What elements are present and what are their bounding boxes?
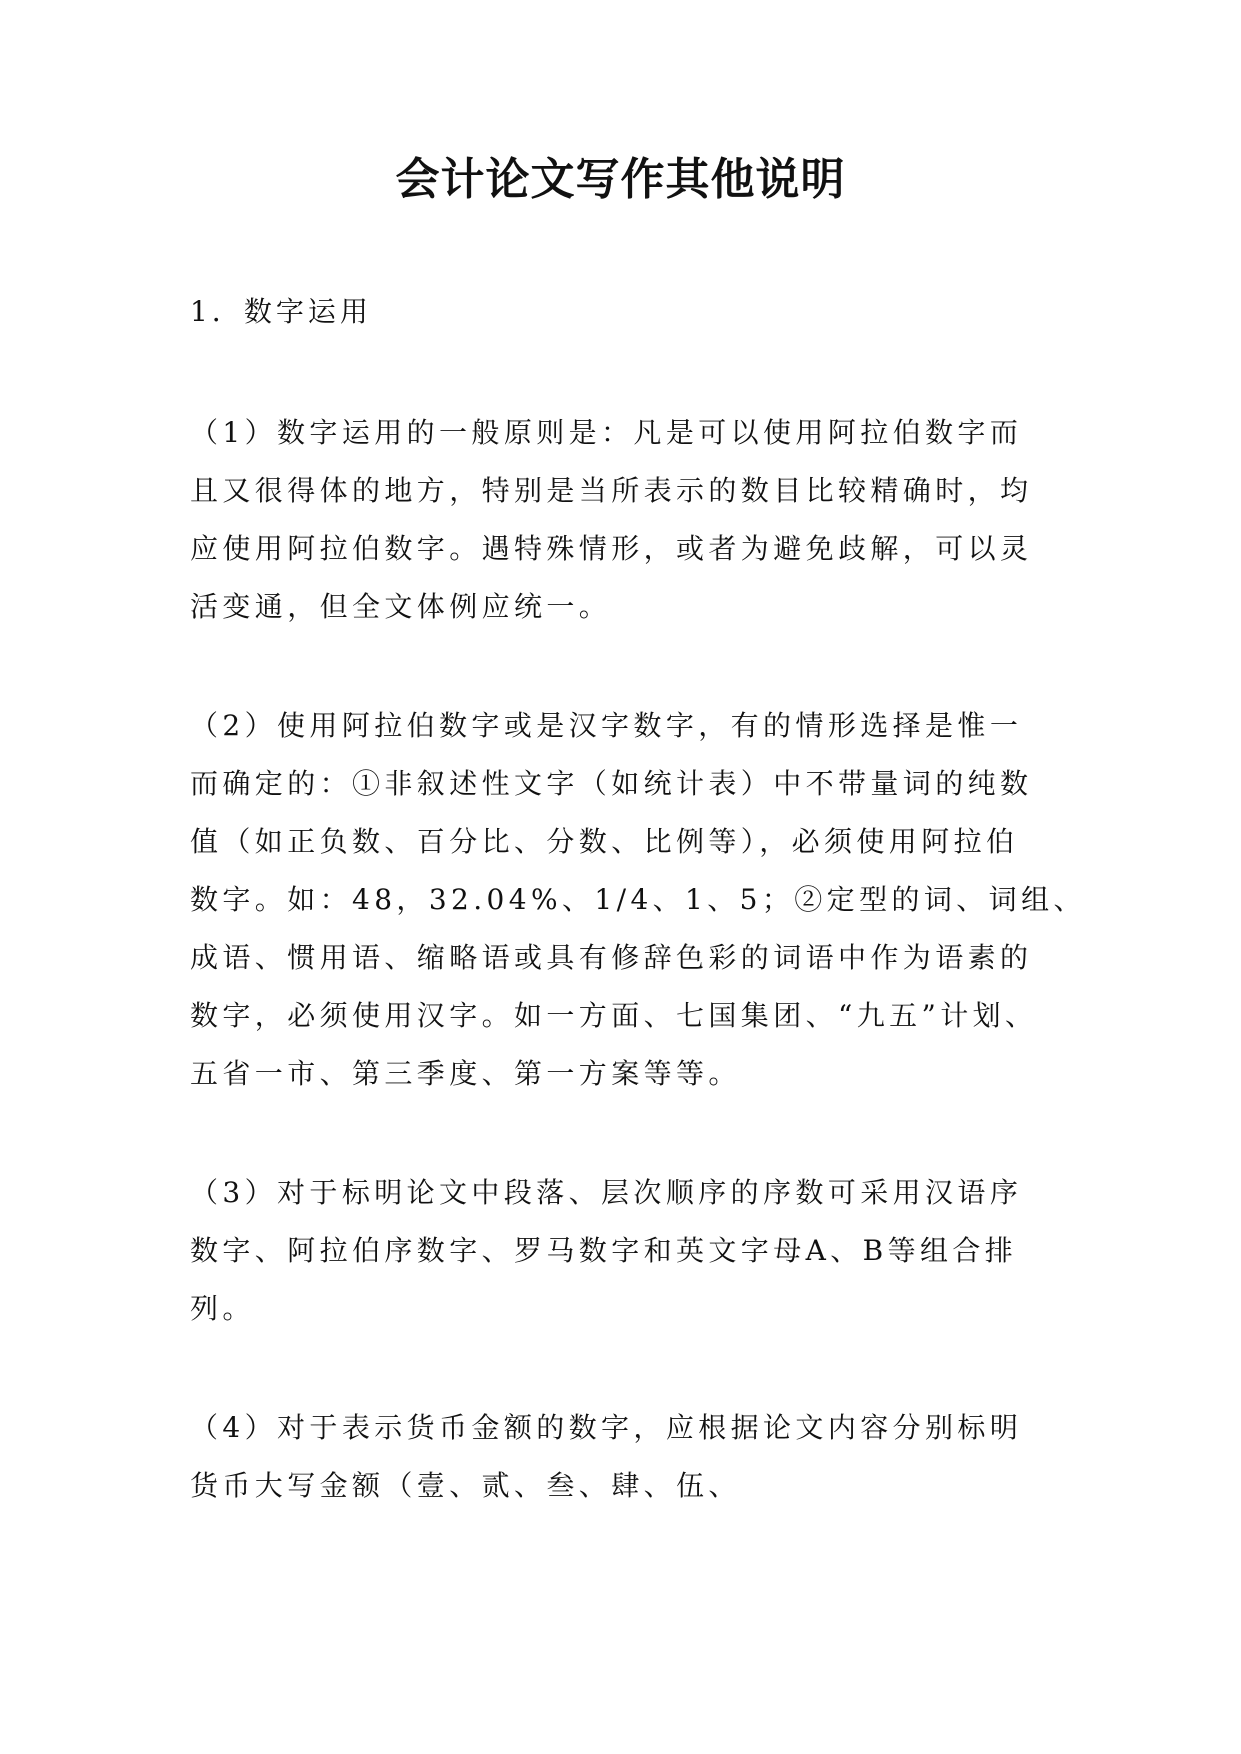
paragraph-line: 数字。如：48，32.04%、1/4、1、5；②定型的词、词组、 <box>190 883 1086 916</box>
paragraph-line: 活变通，但全文体例应统一。 <box>190 590 612 623</box>
paragraph-line: 值（如正负数、百分比、分数、比例等），必须使用阿拉伯 <box>190 825 1019 858</box>
paragraph-line: 数字、阿拉伯序数字、罗马数字和英文字母A、B等组合排 <box>190 1234 1018 1267</box>
paragraph-4 <box>190 1399 1090 1515</box>
paragraph-line: （3）对于标明论文中段落、层次顺序的序数可采用汉语序 <box>190 1176 1023 1209</box>
paragraph-line: 五省一市、第三季度、第一方案等等。 <box>190 1057 741 1090</box>
paragraph-line: 且又很得体的地方，特别是当所表示的数目比较精确时，均 <box>190 474 1033 507</box>
paragraph-line: 成语、惯用语、缩略语或具有修辞色彩的词语中作为语素的 <box>190 941 1033 974</box>
document-title: 会计论文写作其他说明 <box>395 154 846 205</box>
paragraph-2 <box>190 697 1090 1103</box>
paragraph-line: 列。 <box>190 1292 255 1325</box>
section-heading: 1．数字运用 <box>190 295 372 328</box>
paragraph-3 <box>190 1164 1090 1338</box>
paragraph-1 <box>190 404 1090 636</box>
paragraph-line: 而确定的：①非叙述性文字（如统计表）中不带量词的纯数 <box>190 767 1033 800</box>
paragraph-line: 应使用阿拉伯数字。遇特殊情形，或者为避免歧解，可以灵 <box>190 532 1033 565</box>
paragraph-line: （4）对于表示货币金额的数字，应根据论文内容分别标明 <box>190 1411 1023 1444</box>
paragraph-line: （1）数字运用的一般原则是：凡是可以使用阿拉伯数字而 <box>190 416 1023 449</box>
paragraph-line: （2）使用阿拉伯数字或是汉字数字，有的情形选择是惟一 <box>190 709 1023 742</box>
paragraph-line: 货币大写金额（壹、贰、叁、肆、伍、 <box>190 1469 741 1502</box>
paragraph-line: 数字，必须使用汉字。如一方面、七国集团、“九五”计划、 <box>190 999 1038 1032</box>
